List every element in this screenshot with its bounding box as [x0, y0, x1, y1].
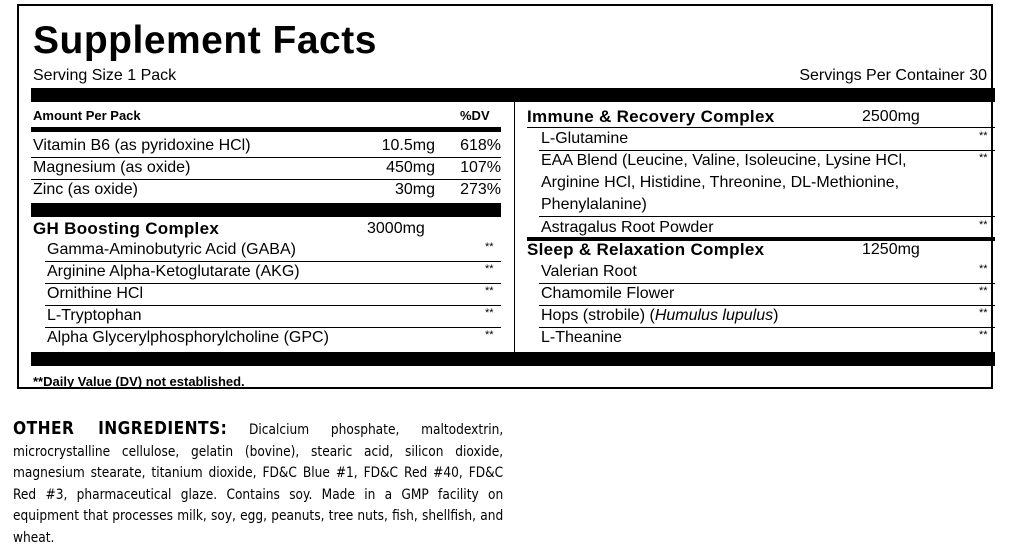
gh-item-dv: ** [485, 329, 494, 341]
gh-item-dv: ** [485, 263, 494, 275]
gh-item: Gamma-Aminobutyric Acid (GABA) [47, 241, 296, 258]
gh-item: Alpha Glycerylphosphorylcholine (GPC) [47, 329, 329, 346]
sleep-item-dv: ** [979, 285, 988, 297]
hops-name-post: ) [773, 307, 779, 324]
divider-gh [31, 203, 501, 217]
vitamin-name: Zinc (as oxide) [33, 181, 138, 198]
gh-complex-name: GH Boosting Complex [33, 219, 220, 238]
footnote: **Daily Value (DV) not established. [33, 374, 245, 389]
gh-item-dv: ** [485, 285, 494, 297]
vitamin-amount: 10.5mg [381, 137, 435, 154]
sleep-item-dv: ** [979, 307, 988, 319]
vitamin-dv: 107% [460, 159, 501, 176]
immune-complex-amount: 2500mg [862, 108, 920, 125]
header-dv: %DV [460, 108, 490, 123]
immune-complex-name: Immune & Recovery Complex [527, 107, 775, 126]
row-divider [527, 127, 995, 128]
header-amount: Amount Per Pack [33, 108, 141, 123]
vitamin-amount: 450mg [386, 159, 435, 176]
gh-complex-amount: 3000mg [367, 220, 425, 237]
column-divider [514, 102, 515, 354]
sleep-item [541, 306, 778, 326]
other-ingredients [13, 418, 503, 550]
gh-item-dv: ** [485, 241, 494, 253]
serving-size: Serving Size 1 Pack [33, 67, 177, 84]
servings-per-container: Servings Per Container 30 [799, 67, 987, 84]
hops-name-pre: Hops (strobile) ( [541, 307, 655, 324]
sleep-item: Chamomile Flower [541, 285, 675, 302]
sleep-item-dv: ** [979, 263, 988, 275]
immune-item-dv: ** [979, 152, 988, 164]
row-divider [539, 216, 995, 217]
sleep-complex-amount: 1250mg [862, 241, 920, 258]
sleep-item: Valerian Root [541, 263, 637, 280]
sleep-item-dv: ** [979, 329, 988, 341]
vitamin-dv: 273% [460, 181, 501, 198]
divider-bottom [31, 352, 995, 366]
vitamin-name: Vitamin B6 (as pyridoxine HCl) [33, 137, 251, 154]
other-ingredients-label: OTHER INGREDIENTS: [13, 418, 228, 439]
immune-item: EAA Blend (Leucine, Valine, Isoleucine, Lysine HCl, [541, 152, 907, 169]
sleep-complex-name: Sleep & Relaxation Complex [527, 240, 765, 259]
immune-item-dv: ** [979, 219, 988, 231]
divider-top [31, 88, 995, 102]
gh-item: Ornithine HCl [47, 285, 144, 302]
vitamin-amount: 30mg [394, 181, 435, 198]
immune-item: Astragalus Root Powder [541, 219, 714, 236]
gh-item: L-Tryptophan [47, 307, 142, 324]
hops-name-latin: Humulus lupulus [654, 307, 774, 324]
gh-item: Arginine Alpha-Ketoglutarate (AKG) [47, 263, 300, 280]
immune-item: L-Glutamine [541, 130, 629, 147]
vitamin-name: Magnesium (as oxide) [33, 159, 191, 176]
vitamin-dv: 618% [460, 137, 501, 154]
immune-item-cont: Phenylalanine) [541, 196, 647, 213]
gh-item-dv: ** [485, 307, 494, 319]
sleep-item: L-Theanine [541, 329, 622, 346]
supplement-facts-panel [17, 4, 993, 389]
other-ingredients-text: Dicalcium phosphate, maltodextrin, microcrystalline cellulose, gelatin (bovine), stearic acid, silicon dioxide, magnesium stearate, titanium dioxide, FD&C Blue #1, FD&C Red #40, FD&C Red #3, pharmaceutical glaze. Contains soy. Made in a GMP facility on equipment that processes milk, soy, egg, peanuts, tree nuts, fish, shellfish, and wheat. [13, 422, 504, 546]
panel-title: Supplement Facts [33, 19, 377, 62]
immune-item-dv: ** [979, 130, 988, 142]
divider-header [31, 127, 501, 132]
immune-item-cont: Arginine HCl, Histidine, Threonine, DL-Methionine, [541, 174, 900, 191]
